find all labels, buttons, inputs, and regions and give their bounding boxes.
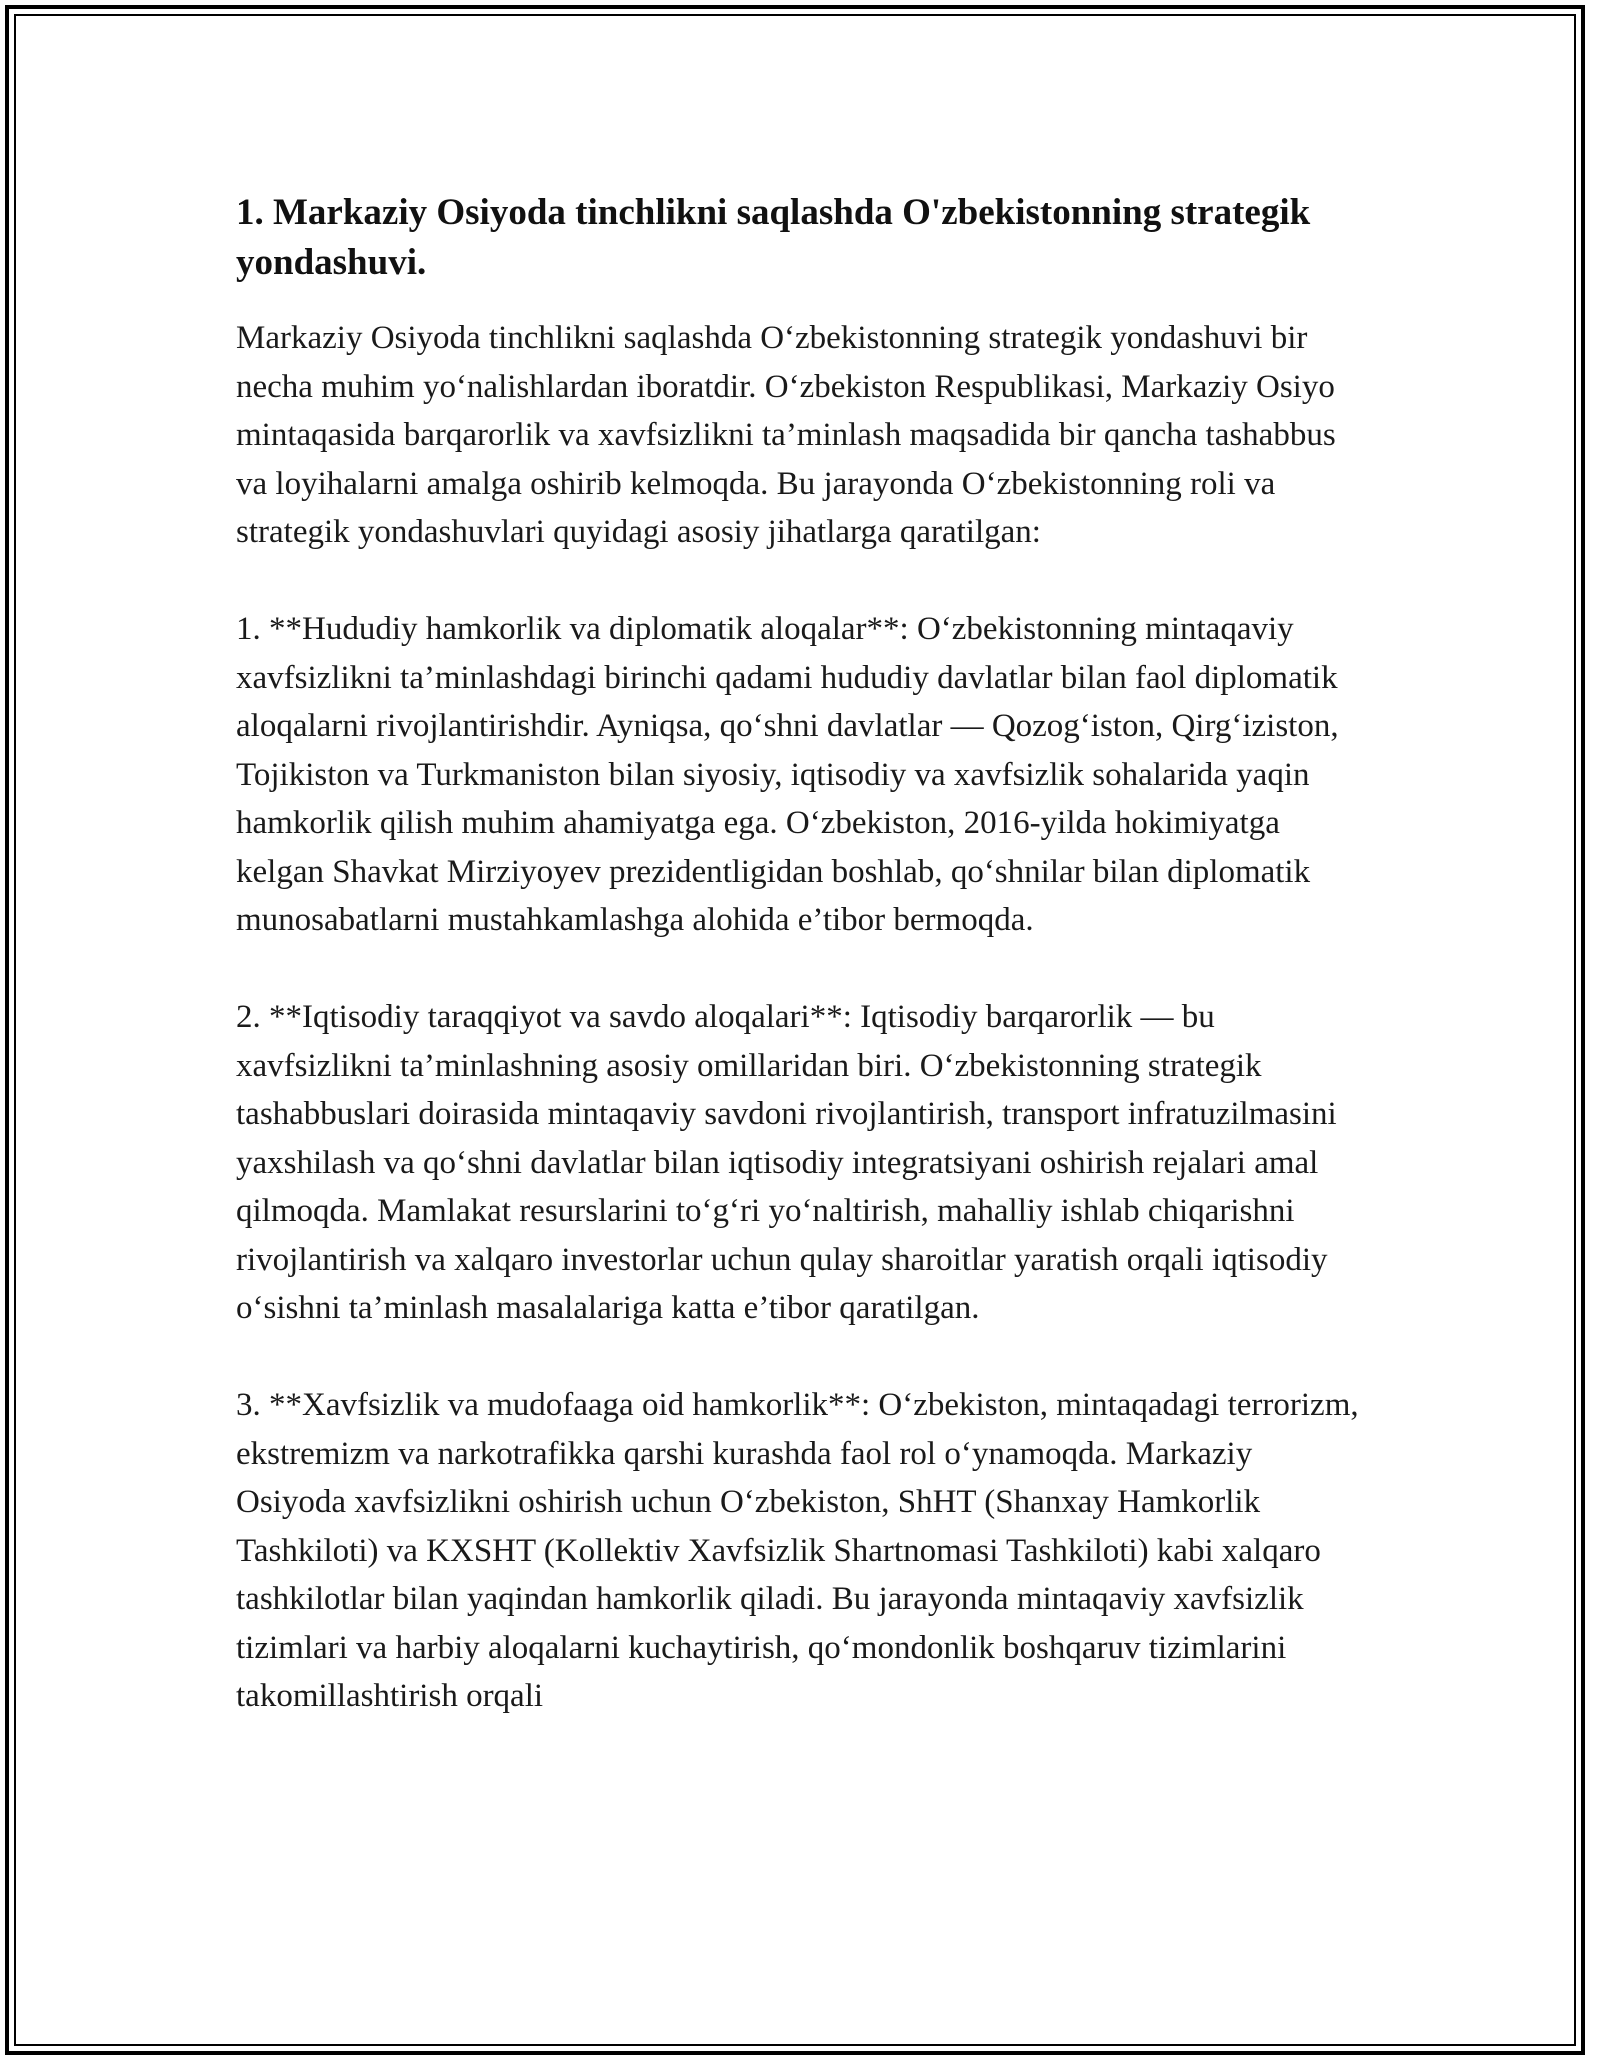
- paragraph-item-1: 1. **Hududiy hamkorlik va diplomatik aloqalar**: O‘zbekistonning mintaqaviy xavfsizlikni ta’minlashdagi birinchi qadami hududiy davlatlar bilan faol diplomatik aloqalarni rivojlantirishdir. Ayniqsa, qo‘shni davlatlar — Qozog‘iston, Qirg‘iziston, Tojikiston va Turkmaniston bilan siyosiy, iqtisodiy va xavfsizlik sohalarida yaqin hamkorlik qilish muhim ahamiyatga ega. O‘zbekiston, 2016-yilda hokimiyatga kelgan Shavkat Mirziyoyev prezidentligidan boshlab, qo‘shnilar bilan diplomatik munosabatlarni mustahkamlashga alohida e’tibor bermoqda.: [236, 611, 1339, 938]
- document-body: [236, 188, 1366, 1769]
- paragraph-item-2: 2. **Iqtisodiy taraqqiyot va savdo aloqalari**: Iqtisodiy barqarorlik — bu xavfsizlikni ta’minlashning asosiy omillaridan biri. O‘zbekistonning strategik tashabbuslari doirasida mintaqaviy savdoni rivojlantirish, transport infratuzilmasini yaxshilash va qo‘shni davlatlar bilan iqtisodiy integratsiyani oshirish rejalari amal qilmoqda. Mamlakat resurslarini to‘g‘ri yo‘naltirish, mahalliy ishlab chiqarishni rivojlantirish va xalqaro investorlar uchun qulay sharoitlar yaratish orqali iqtisodiy o‘sishni ta’minlash masalalariga katta e’tibor qaratilgan.: [236, 999, 1337, 1326]
- intro-paragraph: Markaziy Osiyoda tinchlikni saqlashda O‘zbekistonning strategik yondashuvi bir necha muhim yo‘nalishlardan iboratdir. O‘zbekiston Respublikasi, Markaziy Osiyo mintaqasida barqarorlik va xavfsizlikni ta’minlash maqsadida bir qancha tashabbus va loyihalarni amalga oshirib kelmoqda. Bu jarayonda O‘zbekistonning roli va strategik yondashuvlari quyidagi asosiy jihatlarga qaratilgan:: [236, 320, 1336, 550]
- page-title: 1. Markaziy Osiyoda tinchlikni saqlashda O'zbekistonning strategik yondashuvi.: [236, 192, 1311, 283]
- paragraph-item-3: 3. **Xavfsizlik va mudofaaga oid hamkorlik**: O‘zbekiston, mintaqadagi terrorizm, ekstremizm va narkotrafikka qarshi kurashda faol rol o‘ynamoqda. Markaziy Osiyoda xavfsizlikni oshirish uchun O‘zbekiston, ShHT (Shanxay Hamkorlik Tashkiloti) va KXSHT (Kollektiv Xavfsizlik Shartnomasi Tashkiloti) kabi xalqaro tashkilotlar bilan yaqindan hamkorlik qiladi. Bu jarayonda mintaqaviy xavfsizlik tizimlari va harbiy aloqalarni kuchaytirish, qo‘mondonlik boshqaruv tizimlarini takomillashtirish orqali: [236, 1387, 1359, 1714]
